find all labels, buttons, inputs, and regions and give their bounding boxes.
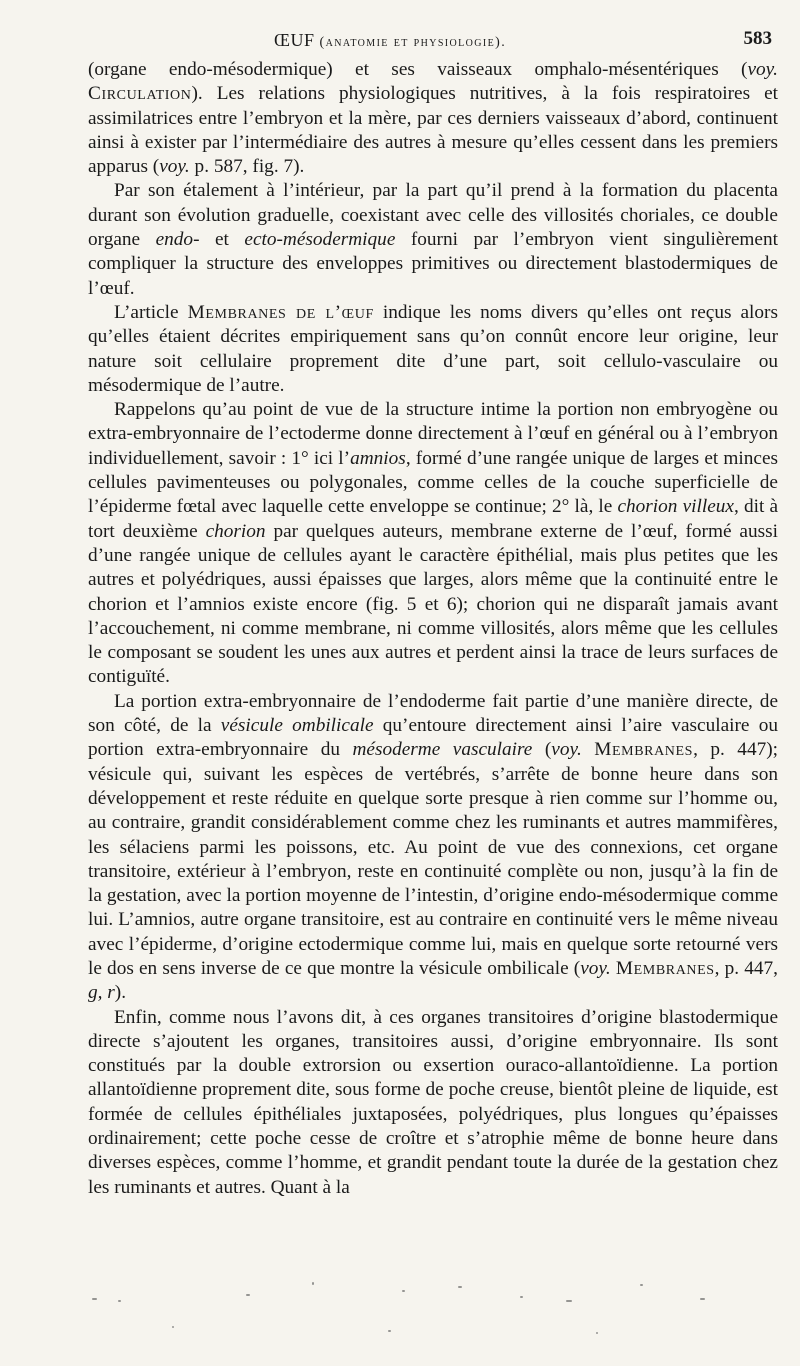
- small-caps-run: Membranes: [594, 739, 694, 761]
- italic-run: voy.: [159, 156, 190, 178]
- text-run: La portion extra-embryonnaire de l’endoderme fait partie d’une manière directe, de son côté, de la: [88, 690, 778, 737]
- italic-run: mésoderme vasculaire: [352, 739, 533, 761]
- text-run: p. 587, fig. 7).: [189, 156, 305, 178]
- text-run: qu’entoure directement ainsi l’aire vasculaire ou portion extra-embryonnaire du: [88, 715, 778, 761]
- italic-run: chorion: [205, 520, 266, 542]
- text-run: L’article: [114, 301, 188, 323]
- small-caps-run: Circulation: [88, 83, 192, 105]
- text-run: (: [532, 739, 552, 761]
- text-run: Enfin, comme nous l’avons dit, à ces organes transitoires d’origine blastodermique directe s’ajoutent les organes, transitoires aussi, d’origine embryonnaire. Ils sont constitués par la double extrorsion ou exsertion ouraco-allantoïdienne. La portion allantoïdienne proprement dite, sous forme de poche creuse, bientôt pleine de liquide, est formée de cellules épithéliales juxtaposées, polyédriques, plus longues qu’épaisses ordinairement; cette poche cesse de croître et s’atrophie même de bonne heure dans diverses espèces, comme l’homme, et grandit pendant toute la durée de la gestation chez les ruminants et autres. Quant à la: [88, 1006, 778, 1198]
- italic-run: voy.: [747, 59, 778, 80]
- page-number: 583: [743, 28, 772, 49]
- text-run: fourni par l’embryon vient singulièrement compliquer la structure des enveloppes primitives ou directement blastodermiques de l’œuf.: [88, 229, 778, 299]
- text-run: par quelques auteurs, membrane externe de l’œuf, formé aussi d’une rangée unique de cellules ayant le caractère épithélial, mais plus petites que les autres et polyédriques, aussi épaisses que larges, alors même que la continuité entre le chorion et l’amnios existe encore (fig. 5 et 6); chorion qui ne disparaît jamais avant l’accouchement, ni comme membrane, ni comme villosités, alors même que les cellules le composant se soudent les unes aux autres et perdent ainsi la trace de leurs surfaces de contiguïté.: [88, 520, 778, 688]
- paragraph: [88, 179, 778, 300]
- paragraph: [88, 58, 778, 179]
- italic-run: amnios: [350, 447, 406, 469]
- running-title: [274, 30, 506, 51]
- text-run: (organe endo-mésodermique) et ses vaisseaux omphalo-mésentériques (: [88, 59, 748, 80]
- italic-run: vésicule ombilicale: [220, 715, 374, 737]
- running-title-main: ŒUF: [274, 30, 315, 50]
- italic-run: voy.: [551, 739, 582, 761]
- italic-run: endo-: [155, 229, 200, 251]
- italic-run: g, r: [88, 982, 115, 1004]
- text-run: , formé d’une rangée unique de larges et minces cellules pavimenteuses ou polygonales, comme celles de la couche superficielle de l’épiderme fœtal avec laquelle cette enveloppe se continue; 2° là, le: [88, 447, 779, 518]
- text-run: , dit à tort deuxième: [88, 496, 779, 542]
- paragraph: [88, 301, 778, 398]
- body-text: [88, 58, 778, 1200]
- paragraph: [88, 1006, 778, 1200]
- running-title-sub: (anatomie et physiologie).: [319, 35, 507, 50]
- paragraph: [88, 690, 778, 1006]
- text-run: ).: [114, 982, 127, 1004]
- text-run: [582, 739, 594, 760]
- text-run: indique les noms divers qu’elles ont reçus alors qu’elles étaient décrites empiriquement sans qu’on connût encore leur origine, leur nature soit cellulaire proprement dite d’une part, soit cellulo-vasculaire ou mésodermique de l’autre.: [88, 301, 778, 396]
- italic-run: chorion villeux: [617, 496, 734, 518]
- text-run: Rappelons qu’au point de vue de la structure intime la portion non embryogène ou extra-embryonnaire de l’ectoderme donne directement à l’œuf en général ou à l’embryon individuellement, savoir : 1° ici l’: [88, 399, 778, 469]
- running-header: [60, 28, 772, 56]
- paragraph: [88, 398, 778, 690]
- scan-noise: [0, 1260, 800, 1360]
- small-caps-run: Membranes de l’œuf: [187, 301, 374, 323]
- text-run: ). Les relations physiologiques nutritives, à la fois respiratoires et assimilatrices entre l’embryon et la mère, par ces derniers vaisseaux d’abord, continuent ainsi à exister par l’intermédiaire des autres à mesure qu’elles cessent dans les premiers apparus (: [88, 83, 778, 178]
- text-run: Par son étalement à l’intérieur, par la part qu’il prend à la formation du placenta durant son évolution graduelle, coexistant avec celle des villosités choriales, ce double organe: [88, 180, 778, 251]
- italic-run: voy.: [580, 957, 611, 979]
- italic-run: ecto-mésodermique: [244, 229, 396, 251]
- text-run: , p. 447); vésicule qui, suivant les espèces de vertébrés, s’arrête de bonne heure dans son développement et reste réduite en quelque sorte presque à rien comme sur l’homme ou, au contraire, grandit considérablement comme chez les ruminants et autres mammifères, les sélaciens parmi les poissons, etc. Au point de vue des connexions, cet organe transitoire, extérieur à l’embryon, reste en continuité complète ou non, jusqu’à la fin de la gestation, avec la portion moyenne de l’intestin, d’origine endo-mésodermique comme lui. L’amnios, autre organe transitoire, est au contraire en continuité vers le même niveau avec l’épiderme, d’origine ectodermique comme lui, mais en quelque sorte retourné vers le dos en sens inverse de ce que montre la vésicule ombilicale (: [88, 739, 779, 979]
- text-run: et: [199, 229, 245, 251]
- small-caps-run: Membranes: [615, 957, 715, 979]
- text-run: , p. 447,: [714, 957, 778, 979]
